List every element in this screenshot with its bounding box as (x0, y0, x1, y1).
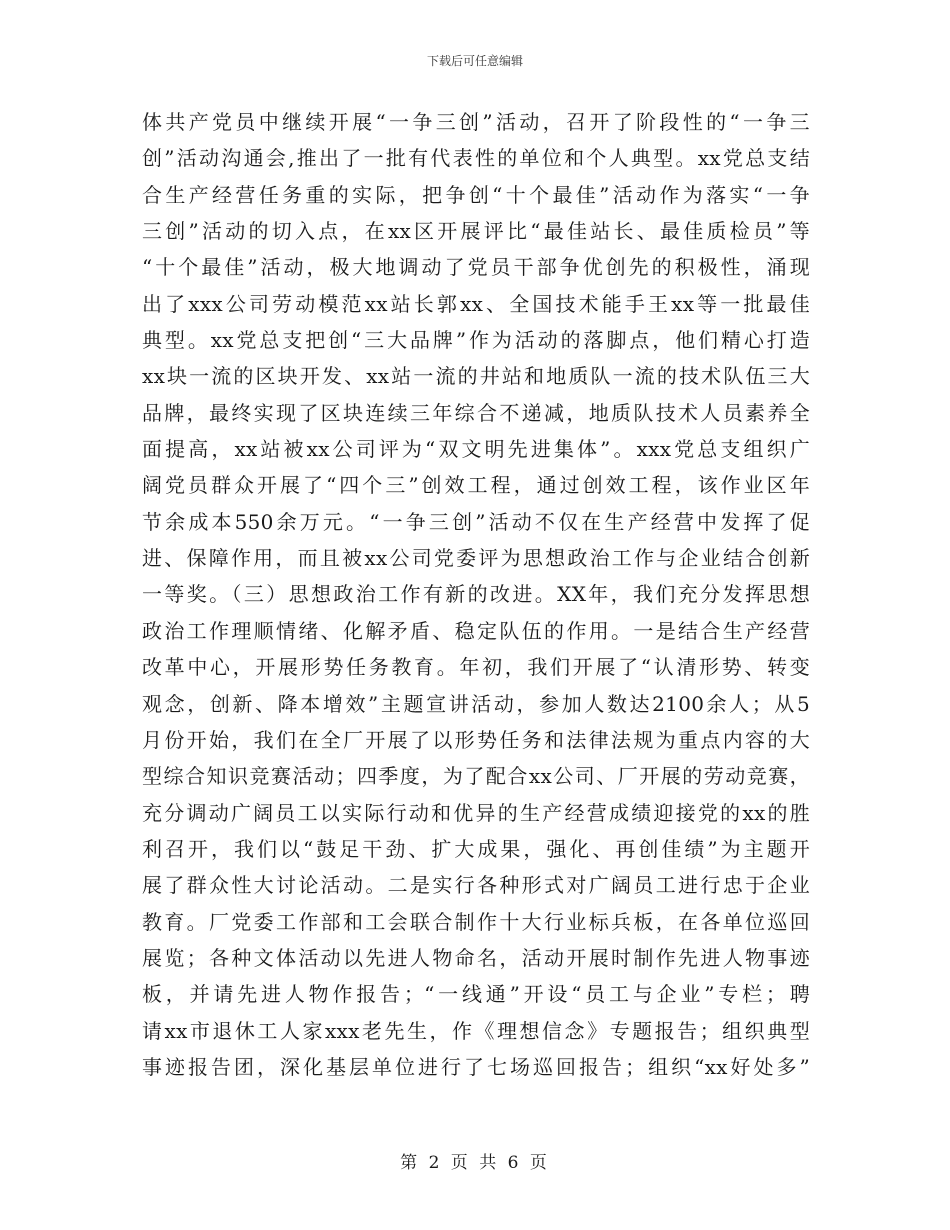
body-line: “十个最佳”活动，极大地调动了党员干部争优创先的积极性，涌现 (142, 255, 810, 280)
body-line: 面提高，xx站被xx公司评为“双文明先进集体”。xxx党总支组织广 (142, 437, 810, 462)
document-body (142, 104, 810, 1085)
body-line: 一等奖。（三）思想政治工作有新的改进。XX年，我们充分发挥思想 (142, 582, 810, 607)
body-line: 事迹报告团，深化基层单位进行了七场巡回报告；组织“xx好处多” (142, 1054, 810, 1079)
page-header: 下载后可任意编辑 (426, 54, 523, 68)
body-line: 请xx市退休工人家xxx老先生，作《理想信念》专题报告；组织典型 (142, 1018, 810, 1043)
body-line: 板，并请先进人物作报告；“一线通”开设“员工与企业”专栏；聘 (142, 982, 810, 1007)
body-line: 三创”活动的切入点，在xx区开展评比“最佳站长、最佳质检员”等 (142, 219, 810, 244)
body-line: 充分调动广阔员工以实际行动和优异的生产经营成绩迎接党的xx的胜 (142, 800, 810, 825)
body-line: xx块一流的区块开发、xx站一流的井站和地质队一流的技术队伍三大 (142, 364, 810, 389)
body-line: 创”活动沟通会,推出了一批有代表性的单位和个人典型。xx党总支结 (142, 146, 810, 171)
body-line: 品牌，最终实现了区块连续三年综合不递减，地质队技术人员素养全 (142, 400, 810, 425)
body-line: 展览；各种文体活动以先进人物命名，活动开展时制作先进人物事迹 (142, 945, 810, 970)
body-line: 月份开始，我们在全厂开展了以形势任务和法律法规为重点内容的大 (142, 727, 810, 752)
body-line: 观念，创新、降本增效”主题宣讲活动，参加人数达2100余人；从5 (142, 691, 810, 716)
body-line: 教育。厂党委工作部和工会联合制作十大行业标兵板，在各单位巡回 (142, 909, 810, 934)
body-line: 型综合知识竞赛活动；四季度，为了配合xx公司、厂开展的劳动竞赛， (142, 764, 810, 789)
body-line: 合生产经营任务重的实际，把争创“十个最佳”活动作为落实“一争 (142, 182, 810, 207)
body-line: 典型。xx党总支把创“三大品牌”作为活动的落脚点，他们精心打造 (142, 328, 810, 353)
body-line: 出了xxx公司劳动模范xx站长郭xx、全国技术能手王xx等一批最佳 (142, 291, 810, 316)
page-footer: 第 2 页 共 6 页 (400, 1153, 550, 1173)
body-line: 改革中心，开展形势任务教育。年初，我们开展了“认清形势、转变 (142, 655, 810, 680)
body-line: 政治工作理顺情绪、化解矛盾、稳定队伍的作用。一是结合生产经营 (142, 618, 810, 643)
body-line: 体共产党员中继续开展“一争三创”活动，召开了阶段性的“一争三 (142, 110, 810, 134)
body-line: 展了群众性大讨论活动。二是实行各种形式对广阔员工进行忠于企业 (142, 873, 810, 898)
body-line: 利召开，我们以“鼓足干劲、扩大成果，强化、再创佳绩”为主题开 (142, 836, 810, 861)
body-line: 节余成本550余万元。“一争三创”活动不仅在生产经营中发挥了促 (142, 509, 810, 534)
body-line: 阔党员群众开展了“四个三”创效工程，通过创效工程，该作业区年 (142, 473, 810, 498)
body-line: 进、保障作用，而且被xx公司党委评为思想政治工作与企业结合创新 (142, 546, 810, 571)
